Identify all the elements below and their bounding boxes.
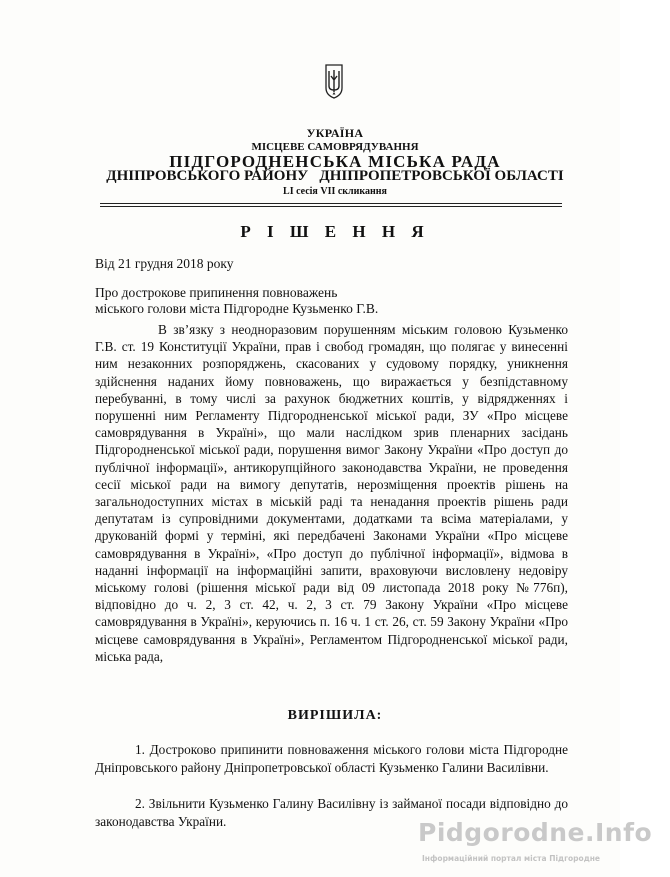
subject-line-1: Про дострокове припинення повноважень [95, 285, 338, 300]
document-title: Р І Ш Е Н Н Я [240, 222, 430, 241]
country-heading: УКРАЇНА [306, 126, 364, 140]
preamble-paragraph: В зв’язку з неодноразовим порушенням міським головою Кузьменко Г.В. ст. 19 Конституції України, прав і свобод громадян, що полягає у винесенні ним незаконних розпоряджень, скасованих у судовому порядку, уникнення здійснення наданих йому повноважень, що виражається у безпідставному перебуванні, в тому числі за рахунок бюджетних коштів, у відрядженнях і порушенні ним Регламенту Підгородненської міської ради, ЗУ «Про місцеве самоврядування в Україні», що мали наслідком зрив пленарних засідань Підгородненської міської ради, порушення вимог Закону України «Про доступ до публічної інформації», антикорупційного законодавства України, не проведення сесії міської ради на вимогу депутатів, нерозміщення проектів рішень на загальнодоступних містах в міській раді та ненадання проектів рішень ради депутатам із супровідними документами, додатками та всіма матеріалами, у друкованій формі у терміні, які передбачені Законами України «Про місцеве самоврядування в Україні», «Про доступ до публічної інформації», відмова в наданні інформації на інформаційні запити, враховуючи висловлену недовіру міському голові (рішення міської ради від 09 листопада 2018 року №776п), відповідно до ч. 2, 3 ст. 42, ч. 2, 3 ст. 79 Закону України «Про місцеве самоврядування в Україні», керуючись п. 16 ч. 1 ст. 26, ст. 59 Закону України «Про місцеве самоврядування в Україні», Регламентом Підгородненської міської ради, міська рада, [95, 322, 568, 664]
watermark-title: Pidgorodne.Info [418, 818, 653, 847]
subject-line-2: міського голови міста Підгородне Кузьменко Г.В. [95, 301, 379, 316]
decision-item-2: 2. Звільнити Кузьменко Галину Василівну із займаної посади відповідно до законодавства України. [95, 796, 568, 829]
council-heading: ПІДГОРОДНЕНСЬКА МІСЬКА РАДА [169, 152, 501, 171]
site-watermark [410, 818, 653, 877]
self-government-heading: МІСЦЕВЕ САМОВРЯДУВАННЯ [251, 141, 419, 153]
decided-heading: ВИРІШИЛА: [287, 708, 383, 723]
decision-item-1: 1. Достроково припинити повноваження міського голови міста Підгородне Дніпровського району Дніпропетровської області Кузьменко Галини Василівни. [95, 742, 568, 775]
document-date: Від 21 грудня 2018 року [95, 256, 234, 271]
district-region-heading: ДНІПРОВСЬКОГО РАЙОНУ ДНІПРОПЕТРОВСЬКОЇ ОБЛАСТІ [106, 168, 564, 184]
header-divider-top [100, 203, 562, 204]
trident-coat-of-arms-icon [323, 62, 345, 100]
watermark-subtitle: Інформаційний портал міста Підгородне [422, 854, 601, 863]
header-divider-bottom [100, 206, 562, 207]
session-heading: LI сесія VII скликання [283, 186, 387, 197]
